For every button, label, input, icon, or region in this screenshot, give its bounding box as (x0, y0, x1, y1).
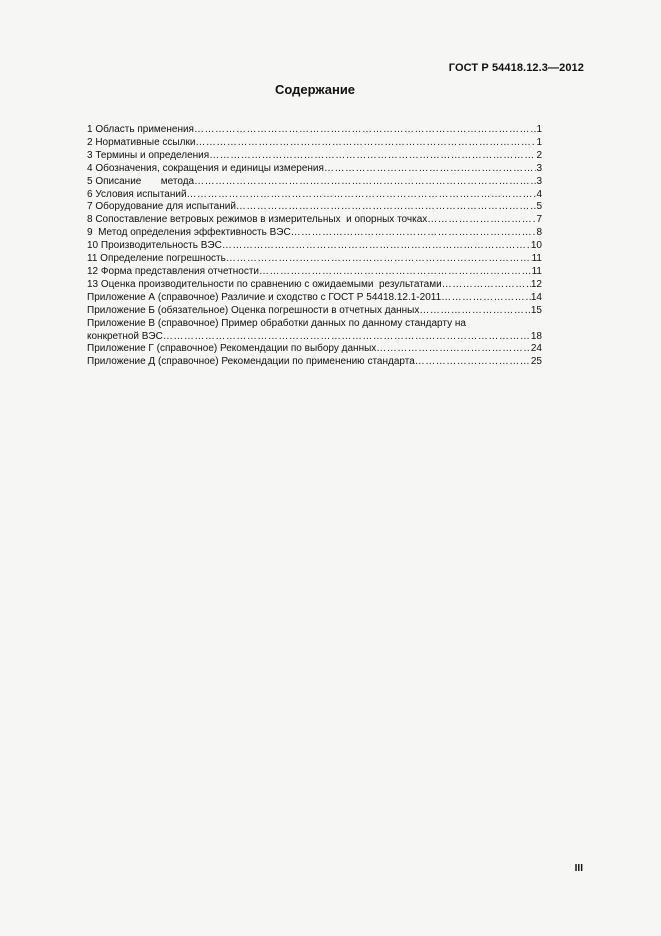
toc-entry-page: 14 (530, 291, 542, 303)
toc-leader (194, 124, 536, 137)
toc-leader (226, 253, 532, 266)
toc-entry[interactable] (87, 305, 542, 318)
toc-leader (194, 176, 536, 189)
toc-entry-label-continued: конкретной ВЭС (87, 330, 163, 342)
toc-leader (324, 163, 537, 176)
toc-entry-label: 3 Термины и определения (87, 149, 210, 161)
toc-entry-page: 12 (530, 278, 542, 290)
toc-leader (419, 305, 531, 318)
toc-entry-page: 1 (536, 124, 542, 135)
toc-entry[interactable] (87, 176, 542, 189)
toc-entry[interactable] (87, 124, 542, 137)
toc-entry-page: 11 (531, 265, 542, 277)
toc-entry-label: 13 Оценка производительности по сравнению с ожидаемыми результатами (87, 278, 442, 290)
document-code: ГОСТ Р 54418.12.3—2012 (448, 62, 584, 74)
toc-leader (259, 266, 532, 279)
toc-entry-page: 18 (530, 330, 542, 342)
toc-leader (427, 214, 536, 227)
toc-entry-page: 15 (530, 304, 542, 316)
toc-entry-page: 10 (530, 240, 542, 252)
toc-entry-label: 5 Описание метода (87, 175, 195, 187)
toc-entry-label: 11 Определение погрешность (87, 253, 226, 265)
page-number: III (574, 863, 583, 874)
toc-entry-label: Приложение Б (обязательное) Оценка погрешности в отчетных данных (87, 304, 420, 316)
toc-entry[interactable] (87, 137, 542, 150)
toc-entry[interactable] (87, 214, 542, 227)
toc-entry-page: 4 (536, 188, 542, 200)
toc-entry-label: Приложение Д (справочное) Рекомендации по применению стандарта (87, 356, 415, 368)
toc-entry-page: 3 (536, 162, 542, 174)
toc-entry-page: 11 (531, 253, 542, 265)
toc-leader (291, 227, 537, 240)
toc-entry-page: 1 (536, 136, 542, 148)
toc-leader (195, 137, 536, 150)
toc-entry-page: 24 (530, 343, 542, 355)
toc-leader (236, 201, 537, 214)
toc-entry[interactable] (87, 318, 542, 331)
toc-entry[interactable] (87, 279, 542, 292)
toc-leader (163, 331, 531, 344)
toc-entry[interactable] (87, 343, 542, 356)
toc-entry-page: 3 (536, 175, 542, 187)
toc-entry-label: 10 Производительность ВЭС (87, 240, 222, 252)
toc-entry-label: 6 Условия испытаний (87, 188, 187, 200)
toc-leader (187, 189, 537, 202)
table-of-contents (87, 124, 542, 369)
toc-entry[interactable] (87, 253, 542, 266)
toc-leader (441, 292, 531, 305)
toc-entry-page: 25 (530, 356, 542, 368)
toc-entry-label: 8 Сопоставление ветровых режимов в измерительных и опорных точках (87, 214, 428, 226)
toc-entry[interactable] (87, 189, 542, 202)
toc-entry-label: 4 Обозначения, сокращения и единицы измерения (87, 162, 324, 174)
toc-entry[interactable] (87, 227, 542, 240)
toc-entry[interactable] (87, 266, 542, 279)
toc-entry-label: 9 Метод определения эффективность ВЭС (87, 227, 291, 239)
toc-leader (209, 150, 536, 163)
toc-entry-label: Приложение Г (справочное) Рекомендации по выбору данных (87, 343, 377, 355)
toc-entry-page: 7 (536, 214, 542, 226)
toc-entry-label: 12 Форма представления отчетности (87, 265, 259, 277)
toc-entry-label: 7 Оборудование для испытаний (87, 201, 236, 213)
toc-entry-page: 2 (536, 149, 542, 161)
toc-entry-label: 2 Нормативные ссылки (87, 136, 196, 148)
toc-entry[interactable] (87, 240, 542, 253)
toc-title: Содержание (274, 82, 356, 97)
toc-entry[interactable] (87, 356, 542, 369)
toc-entry[interactable] (87, 150, 542, 163)
toc-entry[interactable] (87, 201, 542, 214)
toc-entry-continuation[interactable] (87, 331, 542, 344)
toc-entry[interactable] (87, 292, 542, 305)
toc-leader (442, 279, 531, 292)
toc-leader (415, 356, 531, 369)
toc-entry-label: Приложение А (справочное) Различие и сходство с ГОСТ Р 54418.12.1-2011 (87, 291, 442, 303)
toc-entry[interactable] (87, 163, 542, 176)
toc-entry-label: 1 Область применения (87, 124, 194, 135)
toc-entry-label: Приложение В (справочное) Пример обработки данных по данному стандарту на (87, 317, 466, 329)
toc-leader (376, 343, 531, 356)
toc-entry-page: 5 (536, 201, 542, 213)
toc-leader (222, 240, 531, 253)
toc-entry-page: 8 (536, 227, 542, 239)
